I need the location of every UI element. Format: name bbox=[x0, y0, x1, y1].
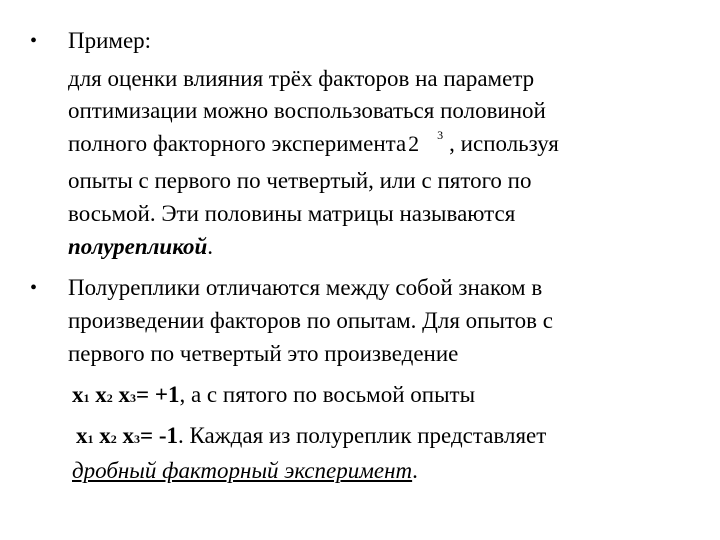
product-line-1 bbox=[72, 380, 475, 413]
product1-sub1: 1 bbox=[83, 391, 90, 405]
bullet-1-line-3 bbox=[68, 129, 559, 162]
product2-value: = -1 bbox=[140, 423, 179, 448]
product2-rest: . Каждая из полуреплик представляет bbox=[178, 423, 547, 448]
term-half-replica-end: . bbox=[207, 234, 214, 259]
product2-x1: x bbox=[76, 423, 88, 448]
product1-rest: , а с пятого по восьмой опыты bbox=[179, 382, 476, 407]
product2-x3: x bbox=[122, 423, 134, 448]
bullet-marker-2: • bbox=[30, 277, 38, 299]
bullet-1-line-2: оптимизации можно воспользоваться половиной bbox=[68, 98, 546, 123]
bullet-2-term-line bbox=[72, 456, 418, 486]
bullet-2-line-1: Полуреплики отличаются между собой знаком в bbox=[68, 275, 543, 300]
bullet-2-line-2: произведении факторов по опытам. Для опытов с bbox=[68, 308, 553, 333]
bullet-1-term-line bbox=[68, 232, 213, 262]
bullet-1-line-3-tail: , используя bbox=[449, 131, 559, 156]
product2-sub2: 2 bbox=[110, 432, 117, 446]
product2-x2: x bbox=[99, 423, 111, 448]
product2-sub3: 3 bbox=[134, 432, 140, 446]
bullet-1-heading: Пример: bbox=[68, 28, 152, 53]
bullet-marker-1: • bbox=[30, 30, 38, 52]
product2-sub1: 1 bbox=[87, 432, 94, 446]
product1-x1: x bbox=[72, 382, 84, 407]
product1-x3: x bbox=[118, 382, 130, 407]
bullet-1-line-4: опыты с первого по четвертый, или с пятого по bbox=[68, 168, 532, 193]
bullet-1-line-3-text: полного факторного эксперимента bbox=[68, 131, 407, 156]
product1-value: = +1 bbox=[136, 382, 180, 407]
formula-base: 2 bbox=[408, 131, 420, 156]
bullet-2-line-3: первого по четвертый это произведение bbox=[68, 341, 459, 366]
product1-x2: x bbox=[95, 382, 107, 407]
term-fractional-experiment: дробный факторный эксперимент bbox=[72, 458, 413, 483]
term-half-replica: полурепликой bbox=[68, 234, 208, 259]
product1-sub2: 2 bbox=[106, 391, 113, 405]
formula-exponent: 3 bbox=[437, 128, 444, 142]
product-line-2 bbox=[76, 421, 546, 454]
bullet-1-line-1: для оценки влияния трёх факторов на параметр bbox=[68, 66, 535, 91]
bullet-1-line-5: восьмой. Эти половины матрицы называются bbox=[68, 201, 516, 226]
term-fractional-experiment-end: . bbox=[412, 458, 418, 483]
product1-sub3: 3 bbox=[130, 391, 136, 405]
